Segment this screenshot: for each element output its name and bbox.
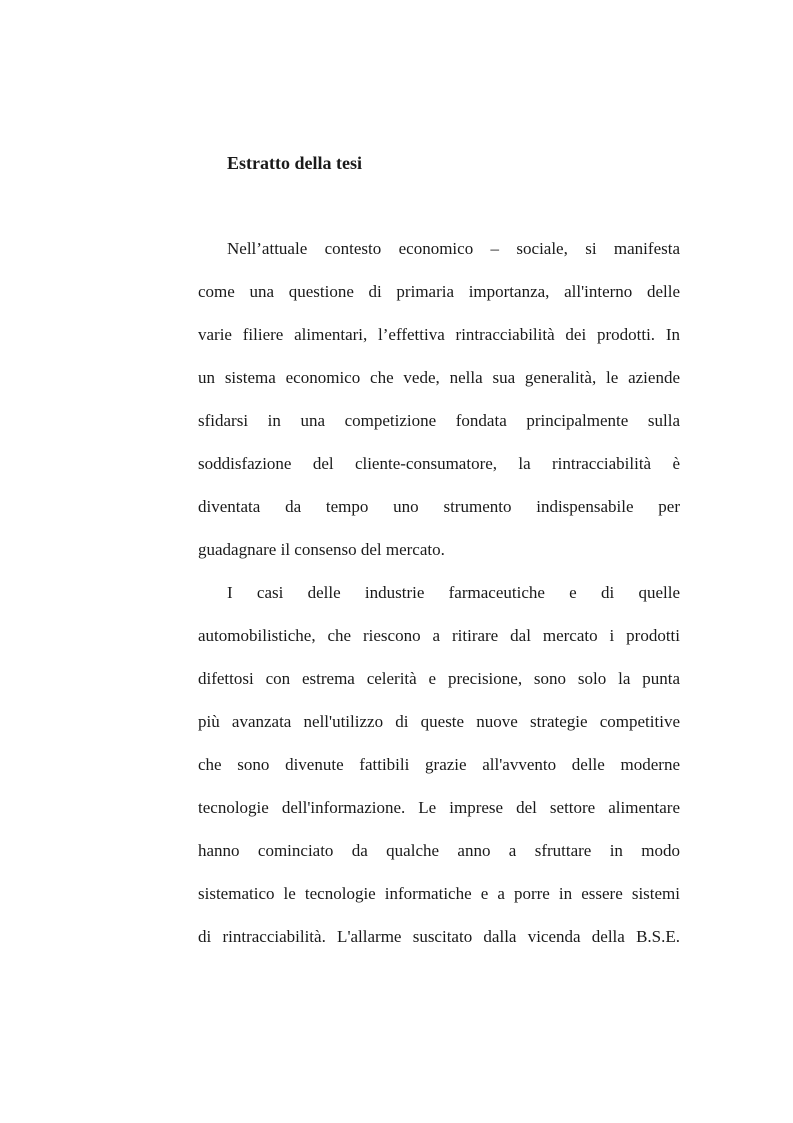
section-heading: Estratto della tesi — [227, 153, 362, 173]
paragraph-1-line-2: come una questione di primaria importanza, all'interno delle — [198, 282, 680, 301]
paragraph-1-line-6: soddisfazione del cliente-consumatore, la rintracciabilità è — [198, 454, 680, 473]
paragraph-2-line-5: che sono divenute fattibili grazie all'avvento delle moderne — [198, 755, 680, 774]
paragraph-2-line-3: difettosi con estrema celerità e precisione, sono solo la punta — [198, 669, 680, 688]
paragraph-2-line-4: più avanzata nell'utilizzo di queste nuove strategie competitive — [198, 712, 680, 731]
paragraph-1-line-3: varie filiere alimentari, l’effettiva rintracciabilità dei prodotti. In — [198, 325, 680, 344]
paragraph-1-line-1: Nell’attuale contesto economico – sociale, si manifesta — [227, 239, 680, 258]
paragraph-2-line-6: tecnologie dell'informazione. Le imprese del settore alimentare — [198, 798, 680, 817]
paragraph-1-line-5: sfidarsi in una competizione fondata principalmente sulla — [198, 411, 680, 430]
paragraph-1-line-4: un sistema economico che vede, nella sua generalità, le aziende — [198, 368, 680, 387]
paragraph-1-line-7: diventata da tempo uno strumento indispensabile per — [198, 497, 680, 516]
paragraph-2-line-2: automobilistiche, che riescono a ritirare dal mercato i prodotti — [198, 626, 680, 645]
paragraph-2-line-7: hanno cominciato da qualche anno a sfruttare in modo — [198, 841, 680, 860]
paragraph-2-line-1: I casi delle industrie farmaceutiche e di quelle — [227, 583, 680, 602]
paragraph-1-line-8: guadagnare il consenso del mercato. — [198, 540, 445, 559]
paragraph-2-line-8: sistematico le tecnologie informatiche e a porre in essere sistemi — [198, 884, 680, 903]
paragraph-2-line-9: di rintracciabilità. L'allarme suscitato dalla vicenda della B.S.E. — [198, 927, 680, 946]
